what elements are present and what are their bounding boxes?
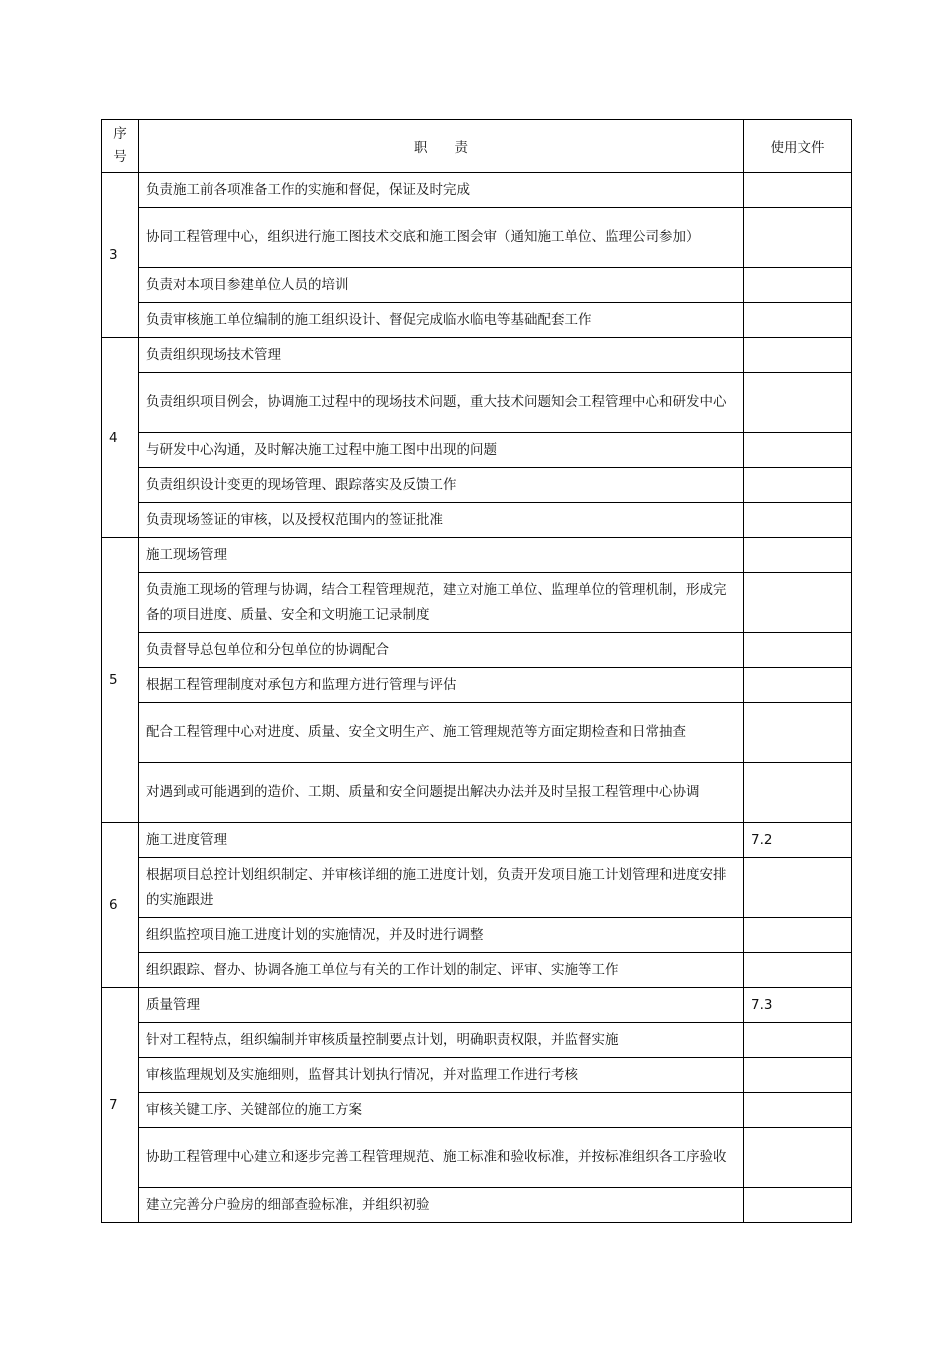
responsibility-cell: 负责组织设计变更的现场管理、跟踪落实及反馈工作	[139, 468, 744, 503]
table-row	[102, 208, 852, 268]
table-row	[102, 668, 852, 703]
document-cell	[744, 1188, 852, 1223]
document-cell: 7.3	[744, 988, 852, 1023]
document-cell	[744, 503, 852, 538]
document-cell	[744, 668, 852, 703]
table-row	[102, 338, 852, 373]
responsibility-cell: 负责对本项目参建单位人员的培训	[139, 268, 744, 303]
responsibility-cell: 负责施工现场的管理与协调，结合工程管理规范，建立对施工单位、监理单位的管理机制，形成完备的项目进度、质量、安全和文明施工记录制度	[139, 573, 744, 633]
document-cell	[744, 918, 852, 953]
responsibility-cell: 协助工程管理中心建立和逐步完善工程管理规范、施工标准和验收标准，并按标准组织各工序验收	[139, 1128, 744, 1188]
responsibility-cell: 对遇到或可能遇到的造价、工期、质量和安全问题提出解决办法并及时呈报工程管理中心协调	[139, 763, 744, 823]
table-row	[102, 373, 852, 433]
sequence-number-cell: 5	[102, 538, 139, 823]
sequence-number-cell: 3	[102, 173, 139, 338]
header-sequence-number: 序号	[102, 120, 139, 173]
responsibility-cell: 负责督导总包单位和分包单位的协调配合	[139, 633, 744, 668]
document-cell	[744, 1058, 852, 1093]
responsibility-cell: 建立完善分户验房的细部查验标准，并组织初验	[139, 1188, 744, 1223]
header-document: 使用文件	[744, 120, 852, 173]
responsibility-cell: 审核监理规划及实施细则，监督其计划执行情况，并对监理工作进行考核	[139, 1058, 744, 1093]
document-cell	[744, 858, 852, 918]
table-row	[102, 268, 852, 303]
document-cell	[744, 763, 852, 823]
table-row	[102, 573, 852, 633]
responsibility-cell: 施工现场管理	[139, 538, 744, 573]
table-row	[102, 173, 852, 208]
table-body	[102, 173, 852, 1223]
document-cell	[744, 703, 852, 763]
table-row	[102, 703, 852, 763]
table-row	[102, 763, 852, 823]
document-cell	[744, 173, 852, 208]
responsibility-cell: 负责组织项目例会，协调施工过程中的现场技术问题，重大技术问题知会工程管理中心和研发中心	[139, 373, 744, 433]
responsibility-cell: 质量管理	[139, 988, 744, 1023]
document-cell	[744, 338, 852, 373]
table-row	[102, 1128, 852, 1188]
sequence-number-cell: 6	[102, 823, 139, 988]
table-row	[102, 303, 852, 338]
document-cell	[744, 373, 852, 433]
responsibility-cell: 组织监控项目施工进度计划的实施情况，并及时进行调整	[139, 918, 744, 953]
table-row	[102, 433, 852, 468]
document-cell	[744, 433, 852, 468]
responsibility-cell: 根据工程管理制度对承包方和监理方进行管理与评估	[139, 668, 744, 703]
sequence-number-cell: 4	[102, 338, 139, 538]
header-responsibility: 职 责	[139, 120, 744, 173]
table-row	[102, 633, 852, 668]
document-cell: 7.2	[744, 823, 852, 858]
responsibility-cell: 组织跟踪、督办、协调各施工单位与有关的工作计划的制定、评审、实施等工作	[139, 953, 744, 988]
table-row	[102, 1093, 852, 1128]
document-cell	[744, 573, 852, 633]
table-header-row	[102, 120, 852, 173]
document-cell	[744, 953, 852, 988]
table-row	[102, 823, 852, 858]
table-row	[102, 1188, 852, 1223]
table-row	[102, 988, 852, 1023]
responsibility-cell: 负责审核施工单位编制的施工组织设计、督促完成临水临电等基础配套工作	[139, 303, 744, 338]
responsibility-cell: 施工进度管理	[139, 823, 744, 858]
responsibility-cell: 与研发中心沟通，及时解决施工过程中施工图中出现的问题	[139, 433, 744, 468]
table-row	[102, 858, 852, 918]
table-row	[102, 503, 852, 538]
table-row	[102, 1058, 852, 1093]
responsibility-cell: 负责施工前各项准备工作的实施和督促，保证及时完成	[139, 173, 744, 208]
responsibility-cell: 审核关键工序、关键部位的施工方案	[139, 1093, 744, 1128]
table-row	[102, 918, 852, 953]
document-cell	[744, 633, 852, 668]
responsibility-cell: 协同工程管理中心，组织进行施工图技术交底和施工图会审（通知施工单位、监理公司参加）	[139, 208, 744, 268]
document-cell	[744, 1093, 852, 1128]
document-cell	[744, 1023, 852, 1058]
document-cell	[744, 1128, 852, 1188]
document-cell	[744, 303, 852, 338]
table-row	[102, 538, 852, 573]
responsibility-cell: 针对工程特点，组织编制并审核质量控制要点计划，明确职责权限，并监督实施	[139, 1023, 744, 1058]
responsibility-cell: 根据项目总控计划组织制定、并审核详细的施工进度计划，负责开发项目施工计划管理和进度安排的实施跟进	[139, 858, 744, 918]
table-row	[102, 468, 852, 503]
document-cell	[744, 268, 852, 303]
table-row	[102, 1023, 852, 1058]
responsibility-cell: 配合工程管理中心对进度、质量、安全文明生产、施工管理规范等方面定期检查和日常抽查	[139, 703, 744, 763]
responsibility-cell: 负责现场签证的审核，以及授权范围内的签证批准	[139, 503, 744, 538]
responsibility-table	[101, 119, 852, 1223]
sequence-number-cell: 7	[102, 988, 139, 1223]
responsibility-cell: 负责组织现场技术管理	[139, 338, 744, 373]
document-cell	[744, 538, 852, 573]
document-cell	[744, 208, 852, 268]
document-cell	[744, 468, 852, 503]
table-row	[102, 953, 852, 988]
